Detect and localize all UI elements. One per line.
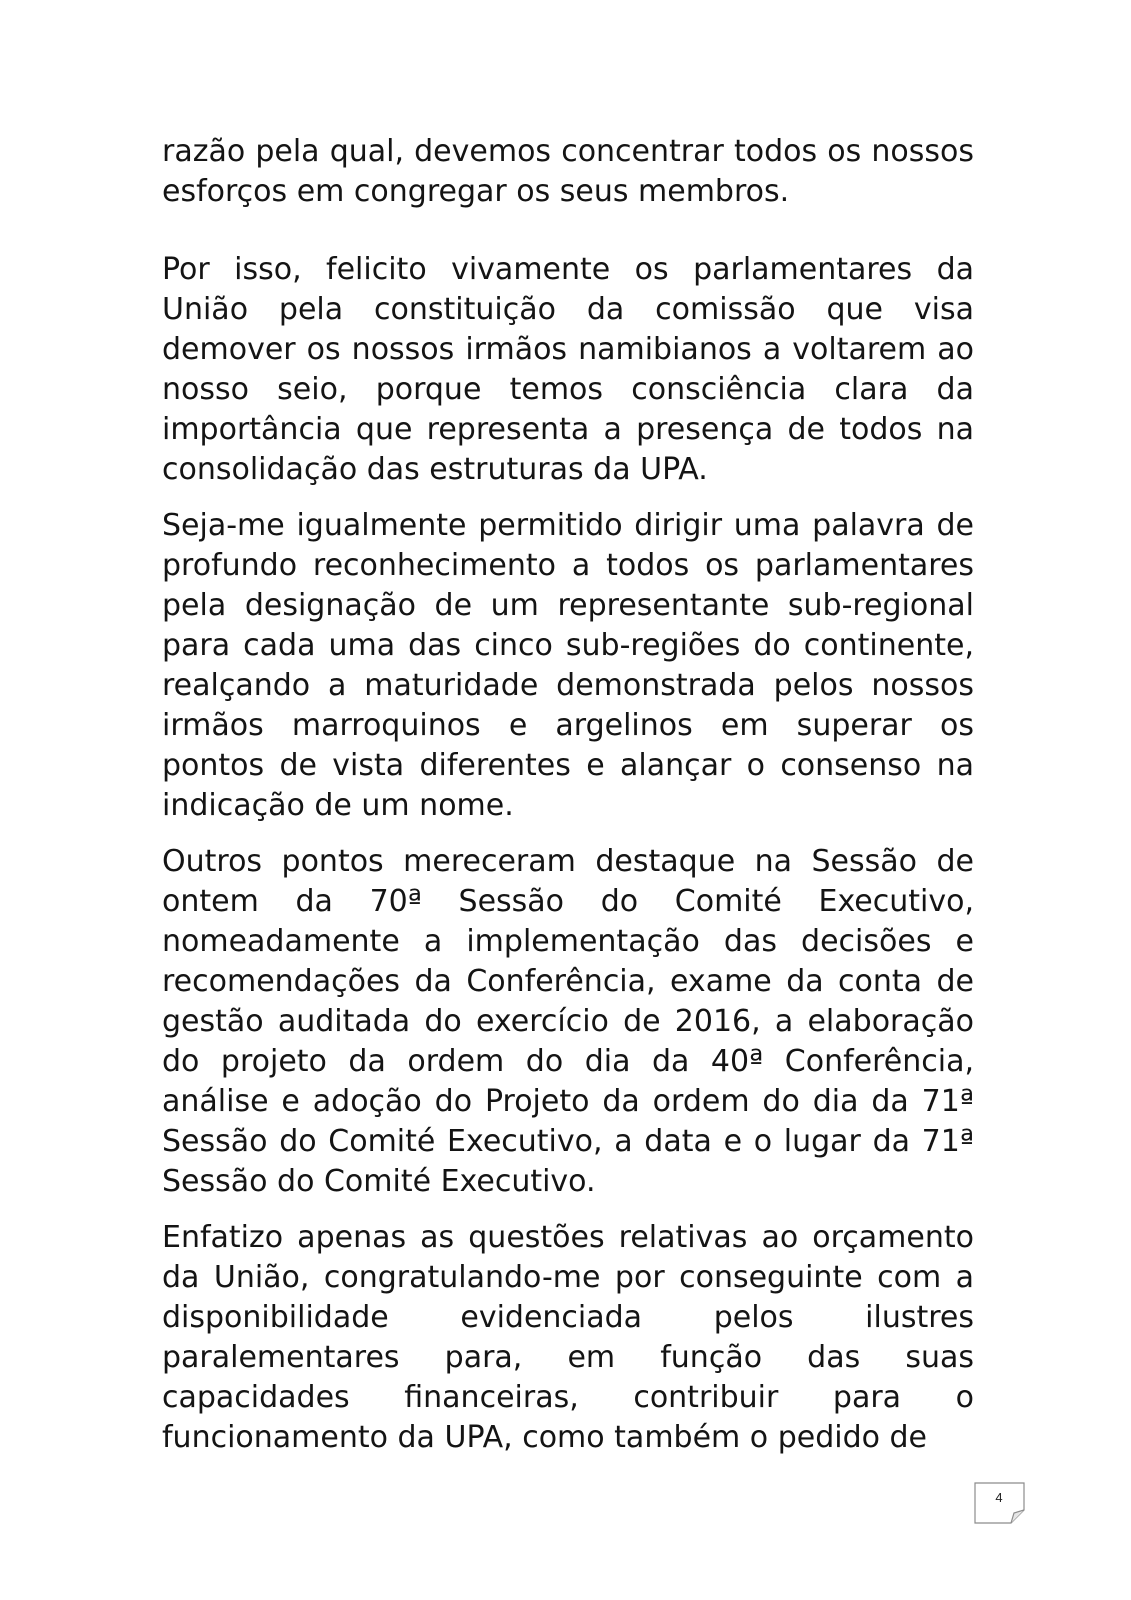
page-number-box: [974, 1482, 1026, 1524]
paragraph-1: razão pela qual, devemos concentrar todos os nossos esforços em congregar os seus membros.: [162, 134, 974, 209]
page-number: 4: [995, 1490, 1003, 1505]
paragraph-4: Outros pontos mereceram destaque na Sessão de ontem da 70ª Sessão do Comité Executivo, nomeadamente a implementação das decisões e recomendações da Conferência, exame da conta de gestão auditada do exercício de 2016, a elaboração do projeto da ordem do dia da 40ª Conferência, análise e adoção do Projeto da ordem do dia da 71ª Sessão do Comité Executivo, a data e o lugar da 71ª Sessão do Comité Executivo.: [162, 844, 974, 1199]
paragraph-2: Por isso, felicito vivamente os parlamentares da União pela constituição da comissão que visa demover os nossos irmãos namibianos a voltarem ao nosso seio, porque temos consciência clara da importância que representa a presença de todos na consolidação das estruturas da UPA.: [162, 252, 974, 487]
paragraph-5: Enfatizo apenas as questões relativas ao orçamento da União, congratulando-me por conseguinte com a disponibilidade evidenciada pelos ilustres paralementares para, em função das suas capacidades financeiras, contribuir para o funcionamento da UPA, como também o pedido de: [162, 1220, 974, 1455]
paragraph-3: Seja-me igualmente permitido dirigir uma palavra de profundo reconhecimento a todos os parlamentares pela designação de um representante sub-regional para cada uma das cinco sub-regiões do continente, realçando a maturidade demonstrada pelos nossos irmãos marroquinos e argelinos em superar os pontos de vista diferentes e alançar o consenso na indicação de um nome.: [162, 508, 974, 823]
body-text: [162, 132, 974, 1458]
